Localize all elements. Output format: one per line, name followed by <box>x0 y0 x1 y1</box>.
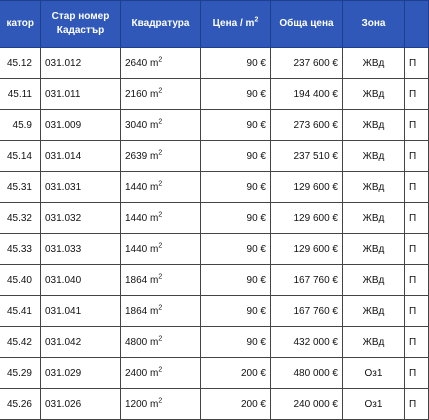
cell-area-unit: m <box>150 398 159 410</box>
cell-identifier[interactable]: 45.11 <box>0 79 41 110</box>
cell-area-unit-sup: 2 <box>158 211 163 219</box>
cell-identifier[interactable]: 45.40 <box>0 265 41 296</box>
header-extra[interactable] <box>405 1 429 48</box>
cell-total-price[interactable]: 237 600 € <box>271 48 343 79</box>
cell-extra[interactable]: П <box>405 172 429 203</box>
header-price-per-m2-sup: 2 <box>254 16 259 24</box>
cell-area-unit-sup: 2 <box>158 397 163 405</box>
cell-zone[interactable]: ЖВд <box>343 327 405 358</box>
table-row <box>0 327 429 358</box>
cell-area-unit-sup: 2 <box>158 56 163 64</box>
cell-old-cadastre-number[interactable]: 031.032 <box>41 203 121 234</box>
cell-extra[interactable]: П <box>405 203 429 234</box>
cell-extra[interactable]: П <box>405 141 429 172</box>
cell-price-per-m2[interactable]: 90 € <box>201 172 271 203</box>
cell-extra[interactable]: П <box>405 79 429 110</box>
cell-area[interactable] <box>121 358 201 389</box>
table-row <box>0 389 429 420</box>
cell-area-unit-sup: 2 <box>158 242 163 250</box>
cell-identifier[interactable]: 45.12 <box>0 48 41 79</box>
cell-zone[interactable]: Оз1 <box>343 358 405 389</box>
header-price-per-m2[interactable] <box>201 1 271 48</box>
cell-area-unit-sup: 2 <box>158 149 163 157</box>
cell-identifier[interactable]: 45.31 <box>0 172 41 203</box>
cell-area-value: 2400 <box>125 367 148 379</box>
cell-area-unit-sup: 2 <box>158 273 163 281</box>
cell-identifier[interactable]: 45.32 <box>0 203 41 234</box>
cell-identifier[interactable]: 45.29 <box>0 358 41 389</box>
cell-area-value: 2640 <box>125 57 148 69</box>
cell-zone[interactable]: ЖВд <box>343 203 405 234</box>
cell-area[interactable] <box>121 203 201 234</box>
cell-area-value: 1440 <box>125 212 148 224</box>
cell-identifier[interactable]: 45.26 <box>0 389 41 420</box>
cell-extra[interactable]: П <box>405 265 429 296</box>
table-row <box>0 141 429 172</box>
table-row <box>0 79 429 110</box>
cell-old-cadastre-number[interactable]: 031.041 <box>41 296 121 327</box>
cell-area-unit-sup: 2 <box>158 335 163 343</box>
cell-zone[interactable]: ЖВд <box>343 48 405 79</box>
cell-extra[interactable]: П <box>405 48 429 79</box>
cell-price-per-m2[interactable]: 200 € <box>201 358 271 389</box>
header-price-per-m2-label: Цена / m <box>212 18 255 29</box>
cell-total-price[interactable]: 167 760 € <box>271 296 343 327</box>
cell-identifier[interactable]: 45.33 <box>0 234 41 265</box>
cell-price-per-m2[interactable]: 90 € <box>201 234 271 265</box>
header-total-price[interactable]: Обща цена <box>271 1 343 48</box>
cell-area-value: 2639 <box>125 150 148 162</box>
cell-extra[interactable]: П <box>405 296 429 327</box>
cell-area[interactable] <box>121 172 201 203</box>
cell-area[interactable] <box>121 48 201 79</box>
cell-price-per-m2[interactable]: 90 € <box>201 203 271 234</box>
cell-total-price[interactable]: 273 600 € <box>271 110 343 141</box>
cell-total-price[interactable]: 194 400 € <box>271 79 343 110</box>
cell-area-value: 2160 <box>125 88 148 100</box>
cell-area-value: 3040 <box>125 119 148 131</box>
cell-area-value: 1440 <box>125 181 148 193</box>
cell-price-per-m2[interactable]: 90 € <box>201 296 271 327</box>
cell-zone[interactable]: ЖВд <box>343 265 405 296</box>
cell-area-value: 1440 <box>125 243 148 255</box>
cell-area-unit: m <box>150 181 159 193</box>
cell-area-unit-sup: 2 <box>158 118 163 126</box>
cell-zone[interactable]: ЖВд <box>343 110 405 141</box>
cell-zone[interactable]: ЖВд <box>343 172 405 203</box>
cell-price-per-m2[interactable]: 90 € <box>201 79 271 110</box>
header-old-cadastre-number[interactable]: Стар номер Кадастър <box>41 1 121 48</box>
cell-area-unit: m <box>150 212 159 224</box>
table-row <box>0 110 429 141</box>
table-body <box>0 48 429 420</box>
cell-extra[interactable]: П <box>405 234 429 265</box>
cell-zone[interactable]: Оз1 <box>343 389 405 420</box>
header-area[interactable]: Квадратура <box>121 1 201 48</box>
cell-area-unit: m <box>150 150 159 162</box>
cell-area-unit-sup: 2 <box>158 180 163 188</box>
cell-old-cadastre-number[interactable]: 031.026 <box>41 389 121 420</box>
cell-old-cadastre-number[interactable]: 031.011 <box>41 79 121 110</box>
cell-area-unit: m <box>150 88 159 100</box>
cell-price-per-m2[interactable]: 90 € <box>201 110 271 141</box>
cell-total-price[interactable]: 432 000 € <box>271 327 343 358</box>
cell-area-unit: m <box>150 336 159 348</box>
cell-area-value: 1864 <box>125 305 148 317</box>
cell-area-unit: m <box>150 243 159 255</box>
cell-area-unit: m <box>150 274 159 286</box>
cell-identifier[interactable]: 45.41 <box>0 296 41 327</box>
cell-area-unit: m <box>150 305 159 317</box>
cell-extra[interactable]: П <box>405 327 429 358</box>
cell-identifier[interactable]: 45.9 <box>0 110 41 141</box>
cell-old-cadastre-number[interactable]: 031.040 <box>41 265 121 296</box>
cell-area-unit-sup: 2 <box>158 304 163 312</box>
table-header-row <box>0 1 429 48</box>
table-row <box>0 296 429 327</box>
cell-area-unit: m <box>150 57 159 69</box>
cell-area-unit-sup: 2 <box>158 87 163 95</box>
cell-total-price[interactable]: 240 000 € <box>271 389 343 420</box>
cell-total-price[interactable]: 237 510 € <box>271 141 343 172</box>
table-row <box>0 265 429 296</box>
cell-old-cadastre-number[interactable]: 031.033 <box>41 234 121 265</box>
cell-area-value: 1200 <box>125 398 148 410</box>
cell-old-cadastre-number[interactable]: 031.012 <box>41 48 121 79</box>
cell-area-value: 4800 <box>125 336 148 348</box>
cell-area[interactable] <box>121 327 201 358</box>
cell-identifier[interactable]: 45.14 <box>0 141 41 172</box>
header-identifier[interactable]: катор <box>0 1 41 48</box>
cell-price-per-m2[interactable]: 90 € <box>201 265 271 296</box>
cell-total-price[interactable]: 480 000 € <box>271 358 343 389</box>
cell-old-cadastre-number[interactable]: 031.009 <box>41 110 121 141</box>
cell-area[interactable] <box>121 79 201 110</box>
table-row <box>0 48 429 79</box>
cell-area[interactable] <box>121 296 201 327</box>
cell-price-per-m2[interactable]: 200 € <box>201 389 271 420</box>
table-row <box>0 234 429 265</box>
cell-total-price[interactable]: 129 600 € <box>271 172 343 203</box>
cell-area[interactable] <box>121 110 201 141</box>
header-zone[interactable]: Зона <box>343 1 405 48</box>
cell-zone[interactable]: ЖВд <box>343 234 405 265</box>
cell-area[interactable] <box>121 141 201 172</box>
cell-area-unit: m <box>150 367 159 379</box>
table-row <box>0 172 429 203</box>
cell-identifier[interactable]: 45.42 <box>0 327 41 358</box>
cell-old-cadastre-number[interactable]: 031.031 <box>41 172 121 203</box>
table-row <box>0 358 429 389</box>
cell-total-price[interactable]: 129 600 € <box>271 203 343 234</box>
cell-zone[interactable]: ЖВд <box>343 79 405 110</box>
table-row <box>0 203 429 234</box>
cell-price-per-m2[interactable]: 90 € <box>201 327 271 358</box>
cell-total-price[interactable]: 167 760 € <box>271 265 343 296</box>
cell-zone[interactable]: ЖВд <box>343 296 405 327</box>
cell-extra[interactable]: П <box>405 110 429 141</box>
cell-area-unit: m <box>150 119 159 131</box>
cell-old-cadastre-number[interactable]: 031.014 <box>41 141 121 172</box>
cell-area[interactable] <box>121 389 201 420</box>
cell-area-unit-sup: 2 <box>158 366 163 374</box>
cell-total-price[interactable]: 129 600 € <box>271 234 343 265</box>
cell-area[interactable] <box>121 265 201 296</box>
cell-extra[interactable]: П <box>405 389 429 420</box>
cell-zone[interactable]: ЖВд <box>343 141 405 172</box>
cell-price-per-m2[interactable]: 90 € <box>201 48 271 79</box>
cell-area-value: 1864 <box>125 274 148 286</box>
cell-extra[interactable]: П <box>405 358 429 389</box>
cell-area[interactable] <box>121 234 201 265</box>
cell-old-cadastre-number[interactable]: 031.042 <box>41 327 121 358</box>
cell-old-cadastre-number[interactable]: 031.029 <box>41 358 121 389</box>
cell-price-per-m2[interactable]: 90 € <box>201 141 271 172</box>
